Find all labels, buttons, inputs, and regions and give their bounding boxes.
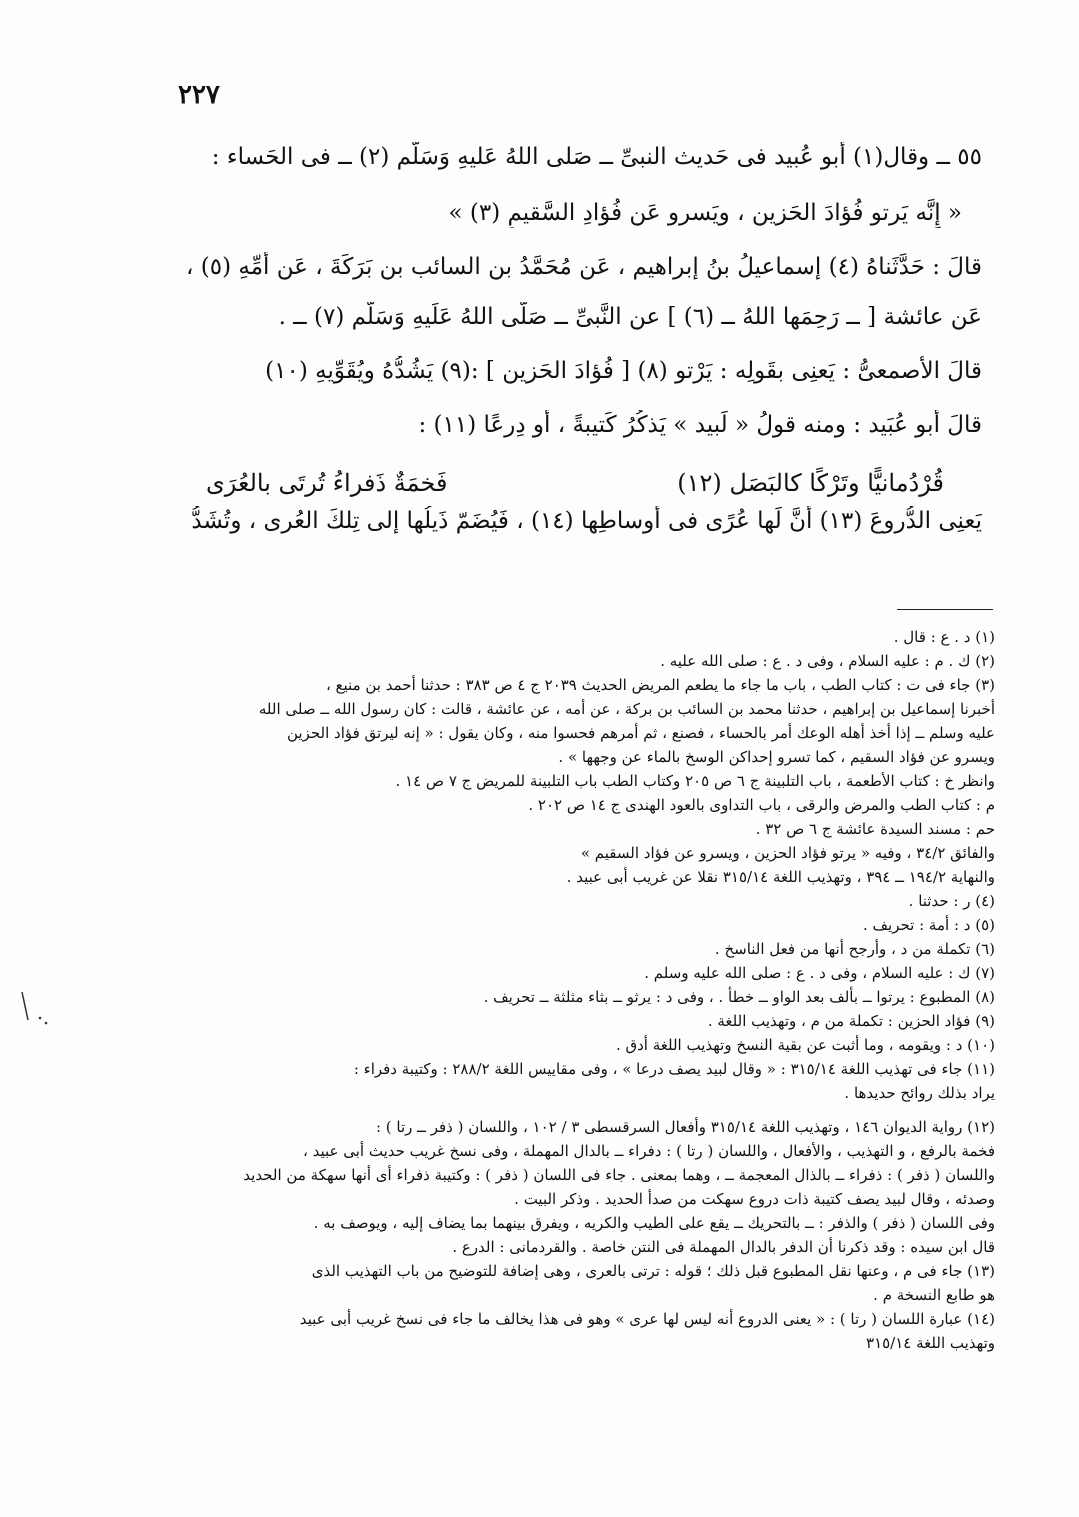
- page-number: ٢٢٧: [178, 80, 220, 110]
- footnote-line: قال ابن سيده : وقد ذكرنا أن الدفر بالدال المهملة فى النتن خاصة . والقردمانى : الدرع .: [452, 1238, 995, 1256]
- footnote-line: (٦) تكملة من د ، وأرجح أنها من فعل الناسخ .: [714, 940, 995, 958]
- footnote-line: فخمة بالرفع ، و التهذيب ، والأفعال ، واللسان ( رتا ) : دفراء ــ بالدال المهملة ، وفى نسخ غريب حديث أبى عبيد ،: [303, 1142, 995, 1160]
- footnote-line: (١٠) د : ويقومه ، وما أثبت عن بقية النسخ وتهذيب اللغة أدق .: [615, 1036, 995, 1054]
- footnote-line: (١) د . ع : قال .: [893, 628, 995, 646]
- scan-margin-mark: [14, 990, 54, 1030]
- footnote-line: يراد بذلك روائح حديدها .: [844, 1084, 995, 1102]
- footnote-line: (١٢) رواية الديوان ١٤٦ ، وتهذيب اللغة ٣١٥/١٤ وأفعال السرقسطى ٣ / ١٠٢ ، واللسان ( ذفر ــ رتا ) :: [375, 1118, 995, 1136]
- footnote-line: (١١) جاء فى تهذيب اللغة ٣١٥/١٤ : « وقال لبيد يصف درعا » ، وفى مقاييس اللغة ٢٨٨/٢ : وكتيبة دفراء :: [353, 1060, 995, 1078]
- footnote-line: واللسان ( ذفر ) : ذفراء ــ بالذال المعجمة ــ ، وهما بمعنى . جاء فى اللسان ( ذفر ) : وكتيبة ذفراء أى أنها سهكة من الحديد: [243, 1166, 995, 1184]
- footnote-line: (٤) ر : حدثنا .: [908, 892, 995, 910]
- main-line: عَن عائشة [ ــ رَحِمَها اللهُ ــ (٦) ] عن النَّبىِّ ــ صَلَّى اللهُ عَلَيهِ وَسَلَّم (٧) ــ .: [278, 304, 982, 330]
- main-line: قالَ أبو عُبَيد : ومنه قولُ « لَبيد » يَذكُرُ كَتيبةً ، أو دِرعًا (١١) :: [418, 412, 982, 438]
- footnote-line: (٥) د : أمة : تحريف .: [862, 916, 995, 934]
- footnotes: [150, 625, 995, 1355]
- poetry-verse: [160, 468, 982, 498]
- footnote-line: (١٣) جاء فى م ، وعنها نقل المطبوع قبل ذلك ؛ قوله : ترتى بالعرى ، وهى إضافة للتوضيح من باب التهذيب الذى: [311, 1262, 995, 1280]
- footnote-line: وفى اللسان ( ذفر ) والذفر : ــ بالتحريك ــ يقع على الطيب والكريه ، ويفرق بينهما بما يضاف إليه ، ويوصف به .: [313, 1214, 995, 1232]
- footnote-line: (٧) ك : عليه السلام ، وفى د . ع : صلى الله عليه وسلم .: [644, 964, 995, 982]
- main-line: قالَ الأَصمعىُّ : يَعنِى بقَولِه : يَرْتو (٨) [ فُؤادَ الحَزين ] :(٩) يَشُدُّهُ ويُقَوِّيهِ (١٠): [265, 358, 982, 384]
- footnote-line: والفائق ٣٤/٢ ، وفيه « يرتو فؤاد الحزين ، ويسرو عن فؤاد السقيم »: [580, 844, 995, 862]
- footnote-line: وصدئه ، وقال لبيد يصف كتيبة ذات دروع سهكت من صدأ الحديد . وذكر البيت .: [514, 1190, 995, 1208]
- main-line: قالَ : حَدَّثَناهُ (٤) إسماعيلُ بنُ إبراهيم ، عَن مُحَمَّدُ بن السائب بن بَرَكَةَ ، عَن أُمِّهِ (٥) ،: [186, 254, 982, 280]
- main-text: [160, 132, 982, 536]
- footnote-line: م : كتاب الطب والمرض والرقى ، باب التداوى بالعود الهندى ج ١٤ ص ٢٠٢ .: [528, 796, 995, 814]
- footnote-line: (١٤) عبارة اللسان ( رتا ) : « يعنى الدروع أنه ليس لها عرى » وهو فى هذا يخالف ما جاء فى نسخ غريب أبى عبيد: [299, 1310, 995, 1328]
- footnote-line: ويسرو عن فؤاد السقيم ، كما تسرو إحداكن الوسخ بالماء عن وجهها » .: [558, 748, 995, 766]
- footnote-line: حم : مسند السيدة عائشة ج ٦ ص ٣٢ .: [755, 820, 995, 838]
- footnote-line: هو طابع النسخة م .: [873, 1286, 995, 1304]
- footnote-line: والنهاية ١٩٤/٢ ــ ٣٩٤ ، وتهذيب اللغة ٣١٥/١٤ نقلا عن غريب أبى عبيد .: [566, 868, 995, 886]
- footnote-separator: [897, 609, 993, 610]
- verse-second-hemistich: قُرْدُمانيًّا وتَرْكًا كالبَصَل (١٢): [677, 469, 944, 497]
- footnote-line: (٨) المطبوع : يرتوا ــ بألف بعد الواو ــ خطأ . ، وفى د : يرثو ــ بثاء مثلثة ــ تحريف .: [483, 988, 995, 1006]
- main-line: « إِنَّه يَرتو فُؤادَ الحَزين ، ويَسرو عَن فُؤادِ السَّقيمِ (٣) »: [448, 200, 962, 226]
- footnote-line: عليه وسلم ــ إذا أخذ أهله الوعك أمر بالحساء ، فصنع ، ثم أمرهم فحسوا منه ، وكان يقول : « إنه ليرتق فؤاد الحزين: [286, 724, 995, 742]
- footnote-line: وانظر خ : كتاب الأطعمة ، باب التلبينة ج ٦ ص ٢٠٥ وكتاب الطب باب التلبينة للمريض ج ٧ ص ١٤ .: [395, 772, 995, 790]
- footnote-line: (٩) فؤاد الحزين : تكملة من م ، وتهذيب اللغة .: [707, 1012, 995, 1030]
- footnote-line: (٣) جاء فى ت : كتاب الطب ، باب ما جاء ما يطعم المريض الحديث ٢٠٣٩ ج ٤ ص ٣٨٣ : حدثنا أحمد بن منيع ،: [325, 676, 995, 694]
- verse-first-hemistich: فَخمَةٌ ذَفراءُ تُرتَى بالعُرَى: [206, 469, 448, 497]
- footnote-line: أخبرنا إسماعيل بن إبراهيم ، حدثنا محمد بن السائب بن بركة ، عن أمه ، عن عائشة ، قالت : كان رسول الله ــ صلى الله: [258, 700, 995, 718]
- footnote-line: وتهذيب اللغة ٣١٥/١٤: [866, 1334, 995, 1352]
- main-line: يَعنِى الدُّروعَ (١٣) أنَّ لَها عُرًى فى أَوساطِها (١٤) ، فَيُضَمّ ذَيلُها إلى تِلكَ العُرى ، وتُشَدُّ: [191, 508, 982, 534]
- footnote-line: (٢) ك . م : عليه السلام ، وفى د . ع : صلى الله عليه .: [660, 652, 995, 670]
- main-line: ٥٥ ــ وقال(١) أبو عُبيد فى حَديث النبىِّ ــ صَلى اللهُ عَليهِ وَسَلَّم (٢) ــ فى الحَساء :: [211, 144, 982, 170]
